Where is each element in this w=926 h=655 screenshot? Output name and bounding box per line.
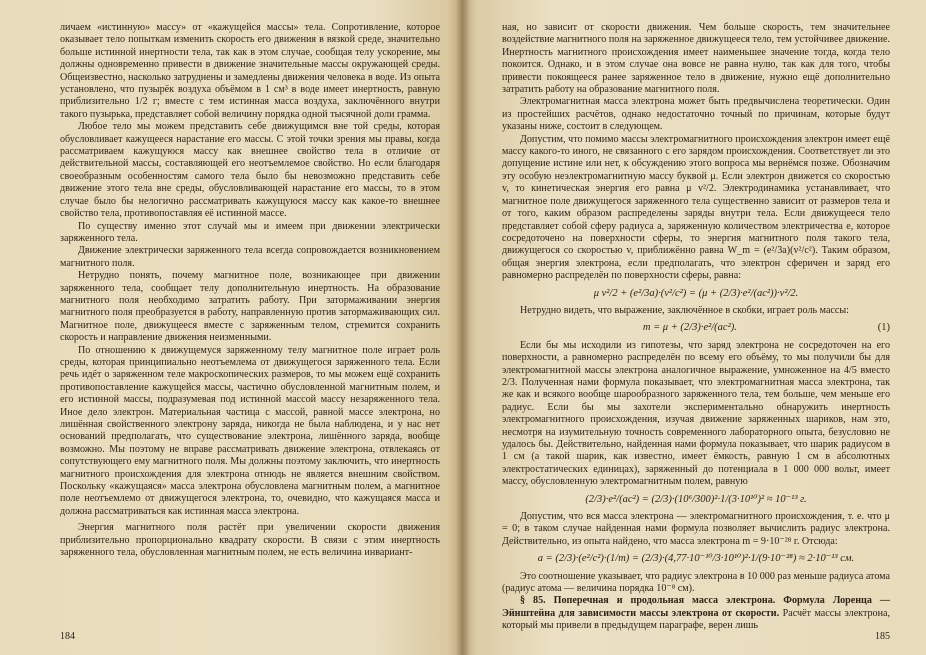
paragraph: Нетрудно понять, почему магнитное поле, возникающее при движении заряженного тела, сообщает телу дополнительную инертность. На образование магнитного поля необходимо затратить работу. При затормаживании энергия магнитного поля преобразуется в работу, направленную против затормаживающих сил. Магнитное поле, движущееся вместе с заряженным телом, стремится сохранить скорость и направление движения неизменными. (60, 270, 440, 344)
book-gutter (456, 0, 470, 655)
paragraph: Движение электрически заряженного тела всегда сопровождается возникновением магнитного поля. (60, 245, 440, 269)
paragraph: Допустим, что вся масса электрона — электромагнитного происхождения, т. е. что μ = 0; в таком случае найденная нами формула позволяет вычислить радиус электрона. Действительно, из опыта найдено, что масса электрона m = 9·10⁻²⁸ г. Отсюда: (502, 511, 890, 547)
paragraph: По отношению к движущемуся заряженному телу магнитное поле играет роль среды, которая принципиально неотъемлема от движущегося заряженного тела. Если речь идёт о заряженном теле макроскопических размеров, то мы можем ещё сохранить противопоставление кажущейся массы, частично обусловленной магнитным полем, и его истинной массы, подразумевая под истинной массой массу незаряженного тела. Иное дело электрон. Материальная частица с массой, равной массе электрона, но лишённая свойственного электрону заряда, никогда не была наблюдена, и у нас нет оснований предполагать, что существование электрона, лишённого заряда, вообще возможно. Мы поэтому не вправе рассматривать движение электрона, отвлекаясь от сопутствующего ему магнитного поля. Мы должны поэтому заключить, что инертность магнитного происхождения для электрона отнюдь не является внешним свойством. Поскольку «кажущаяся» масса электрона обусловлена магнитным полем, а магнитное поле неотъемлемо от движущегося электрона, то, очевидно, что кажущаяся масса и должна рассматриваться как истинная масса электрона. (60, 344, 440, 517)
section-paragraph (502, 595, 890, 632)
paragraph: Если бы мы исходили из гипотезы, что заряд электрона не сосредоточен на его поверхности, а равномерно распределён по всему его объёму, то мы получили бы для электромагнитной массы электрона аналогичное выражение, умноженное на 4/5 вместо 2/3. Полученная нами формула показывает, что электромагнитная масса электрона, так же как и всякого вообще шарообразного заряженного тела, тем больше, чем меньше его радиус. Если бы мы захотели экспериментально обнаружить инертность электромагнитного происхождения, изучая движение заряженных шариков, нам это, несмотря на изумительную точность современного лабораторного опыта, безусловно не удалось бы. Действительно, найденная нами формула показывает, что шарик радиусом в 1 см (а такой шарик, как известно, имеет ёмкость, равную 1 см в абсолютных электростатических единицах), заряженный до потенциала в 1 000 000 вольт, имеет массу, обусловленную электромагнитным полем, равную (502, 339, 890, 488)
paragraph: По существу именно этот случай мы и имеем при движении электрически заряженного тела. (60, 220, 440, 244)
section-text: Расчёт массы электрона, который мы привели в предыдущем параграфе, верен лишь (502, 607, 890, 632)
paragraph: Это соотношение указывает, что радиус электрона в 10 000 раз меньше радиуса атома (радиус атома — величина порядка 10⁻⁸ см). (502, 570, 890, 595)
paragraph: Нетрудно видеть, что выражение, заключённое в скобки, играет роль массы: (520, 304, 849, 316)
section-heading: § 85. Поперечная и продольная масса электрона. Формула Лоренца — Эйнштейна для зависимости массы электрона от скорости. (502, 595, 890, 619)
paragraph: Любое тело мы можем представить себе движущимся вне той среды, которая обусловливает кажущееся нарастание его массы. С этой точки зрения мы правы, когда рассматриваем кажущуюся массу как внешнее свойство тела в отличие от действительной массы, составляющей его неотъемлемое свойство. Но если благодаря своеобразным особенностям самого тела было бы невозможно представить себе движение этого тела вне среды, обусловливающей нарастание его массы, то в этом случае было бы нелогично рассматривать кажущуюся массу как какое-то внешнее свойство тела, противопоставляя её истинной массе. (60, 121, 440, 220)
equation-number: (1) (877, 322, 890, 334)
paragraph: личаем «истинную» массу» от «кажущейся массы» тела. Сопротивление, которое оказывает тело попыткам изменить скорость его движения в вязкой среде, значительно больше истинной инертности тела, так как в этом случае, сообщая телу ускорение, мы должны одновременно привести в движение значительные массы окружающей среды. Общеизвестно, насколько затруднены и замедлены движения человека в воде. Из опыта установлено, что пузырёк воздуха объёмом в 1 см³ в воде имеет инертность, равную приблизительно 1/2 г; вместе с тем истинная масса воздуха, заключённого внутри такого пузырька, представляет собой величину порядка одной тысячной доли грамма. (60, 22, 440, 120)
formula-sphere: (2/3)·e²/(ac²) = (2/3)·(10⁶/300)²·1/(3·10¹⁰)² ≈ 10⁻¹³ г. (585, 493, 807, 505)
paragraph: Допустим, что помимо массы электромагнитного происхождения электрон имеет ещё массу какого-то иного, не связанного с его зарядом происхождения. Соответствует ли это допущение истине или нет, к обсуждению этого вопроса мы вернёмся позже. Обозначим эту особую неэлектромагнитную массу буквой μ. Если электрон движется со скоростью v, то кинетическая энергия его равна μ v²/2. Электродинамика устанавливает, что магнитное поле движущегося заряженного тела существенно зависит от размеров тела и от того, каким образом распределены заряды внутри тела. Если движущееся тело представляет собой сферу радиуса a, заряженную количеством электричества e, которое сосредоточено на поверхности сферы, то энергия магнитного поля такого тела, движущегося со скоростью v, приближённо равна W_m = (e²/3a)(v²/c²). Таким образом, общая энергия электрона, если предполагать, что электрон сферичен и заряд его равномерно распределён по поверхности сферы, равна: (502, 133, 890, 282)
formula-radius: a = (2/3)·(e²/c²)·(1/m) = (2/3)·(4,77·10⁻¹⁰/3·10¹⁰)²·1/(9·10⁻²⁸) ≈ 2·10⁻¹³ см. (537, 553, 855, 565)
formula-energy: μ v²/2 + (e²/3a)·(v²/c²) = (μ + (2/3)·e²/(ac²))·v²/2. (593, 287, 799, 299)
right-page (462, 0, 926, 655)
formula-mass (502, 322, 890, 334)
page-number: 185 (875, 630, 890, 642)
paragraph: Энергия магнитного поля растёт при увеличении скорости движения приблизительно пропорционально квадрату скорости. В связи с этим инертность заряженного тела, обусловленная магнитным полем, не есть величина инвариант- (60, 522, 440, 559)
paragraph: Электромагнитная масса электрона может быть предвычислена теоретически. Один из простейших расчётов, однако недостаточно точный по причинам, которые будут указаны ниже, состоит в следующем. (502, 96, 890, 133)
page-number: 184 (60, 630, 75, 642)
paragraph: ная, но зависит от скорости движения. Чем больше скорость, тем значительнее воздействие магнитного поля на заряженное движущееся тело, тем устойчивее движение. Инертность магнитного происхождения имеет наименьшее значение тогда, когда тело покоится. Однако, и в этом случае она вовсе не равна нулю, так как для того, чтобы привести покоящееся ранее заряженное тело в движение, нужно ещё дополнительно затратить работу на образование магнитного поля. (502, 22, 890, 96)
left-page (0, 0, 462, 655)
formula-mass-expression: m = μ + (2/3)·e²/(ac²). (642, 322, 737, 334)
